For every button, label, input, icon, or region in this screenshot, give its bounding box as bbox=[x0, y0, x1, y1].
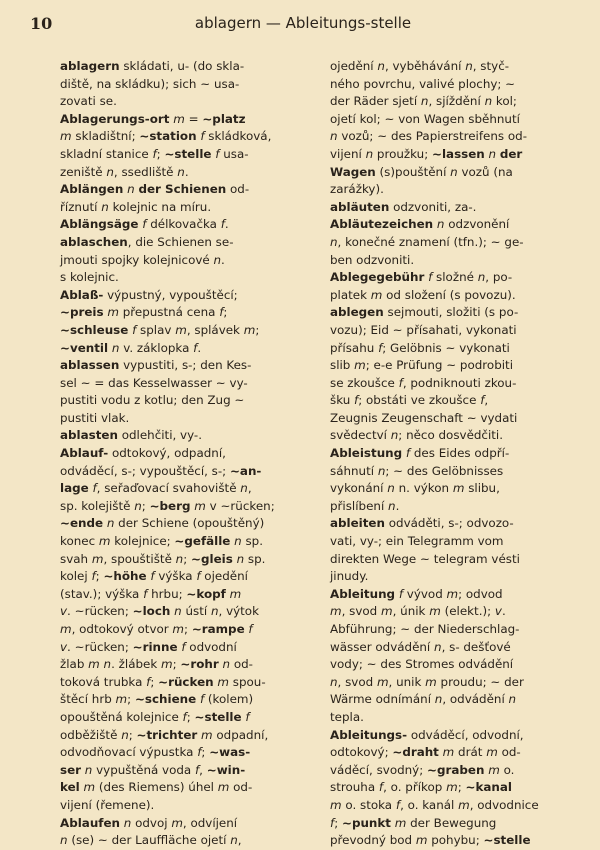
text-line: vijení (řemene). bbox=[60, 797, 155, 812]
text-line: ablasten odlehčiti, vy-. bbox=[60, 428, 202, 443]
text-line: slib m; e-e Prüfung ~ podrobiti bbox=[330, 358, 514, 373]
text-line: kolej f; ~höhe f výška f ojedění bbox=[60, 569, 248, 584]
text-line: m, odtokový otvor m; ~rampe f bbox=[60, 622, 253, 636]
text-line: vati, vy-; ein Telegramm vom bbox=[330, 534, 504, 549]
text-line: m o. stoka f, o. kanál m, odvodnice bbox=[330, 797, 539, 812]
text-line: ser n vypuštěná voda f, ~win- bbox=[60, 762, 246, 777]
text-line: n vozů; ~ des Papierstreifens od- bbox=[330, 129, 527, 144]
text-line: jinudy. bbox=[330, 569, 369, 584]
right-column bbox=[330, 58, 582, 848]
text-line: odběžiště n; ~trichter m odpadní, bbox=[60, 727, 269, 742]
text-line: Ablängsäge f délkovačka f. bbox=[60, 217, 229, 232]
text-line: ~ventil n v. záklopka f. bbox=[60, 340, 202, 355]
text-line: Abläutezeichen n odzvonění bbox=[330, 217, 510, 232]
text-line: ableiten odváděti, s-; odvozo- bbox=[330, 516, 514, 531]
page-header bbox=[30, 14, 576, 38]
text-line: wässer odvádění n, s- dešťové bbox=[330, 639, 511, 654]
text-line: ablassen vypustiti, s-; den Kes- bbox=[60, 358, 252, 373]
text-line: Abführung; ~ der Niederschlag- bbox=[330, 622, 520, 636]
text-line: přísahu f; Gelöbnis ~ vykonati bbox=[330, 340, 510, 355]
text-line: odtokový; ~draht m drát m od- bbox=[330, 745, 521, 760]
text-line: Wärme odnímání n, odvádění n bbox=[330, 692, 517, 707]
text-line: ben odzvoniti. bbox=[330, 252, 415, 267]
text-line: n, svod m, unik m proudu; ~ der bbox=[330, 674, 524, 689]
text-line: skladní stanice f; ~stelle f usa- bbox=[60, 146, 249, 161]
text-line: se zkoušce f, podniknouti zkou- bbox=[330, 375, 517, 390]
running-title: ablagern — Ableitungs-stelle bbox=[194, 14, 412, 32]
text-line: diště, na skládku); sich ~ usa- bbox=[60, 76, 240, 91]
text-line: tepla. bbox=[330, 709, 364, 724]
text-line: v. ~rücken; ~loch n ústí n, výtok bbox=[60, 604, 259, 619]
text-line: odvodňovací výpustka f; ~was- bbox=[60, 745, 251, 760]
text-line: ojetí kol; ~ von Wagen sběhnutí bbox=[330, 111, 520, 126]
text-line: abläuten odzvoniti, za-. bbox=[330, 199, 477, 214]
text-line: konec m kolejnice; ~gefälle n sp. bbox=[60, 534, 264, 549]
text-line: ~preis m přepustná cena f; bbox=[60, 305, 228, 320]
text-line: vody; ~ des Stromes odvádění bbox=[330, 657, 514, 672]
text-line: direkten Wege ~ telegram vésti bbox=[330, 551, 520, 566]
text-line: s kolejnic. bbox=[60, 270, 119, 285]
text-line: zovati se. bbox=[60, 94, 117, 109]
text-line: sel ~ = das Kesselwasser ~ vy- bbox=[60, 375, 248, 390]
text-line: lage f, seřaďovací svahoviště n, bbox=[60, 481, 252, 496]
text-line: Ablagerungs-ort m = ~platz bbox=[60, 111, 246, 126]
text-line: Zeugnis Zeugenschaft ~ vydati bbox=[330, 410, 518, 425]
text-line: sáhnutí n; ~ des Gelöbnisses bbox=[330, 463, 504, 478]
text-line: m skladištní; ~station f skládková, bbox=[60, 129, 272, 144]
text-line: m, svod m, únik m (elekt.); v. bbox=[330, 604, 506, 619]
text-line: f; ~punkt m der Bewegung bbox=[330, 815, 497, 830]
text-line: n (se) ~ der Lauffläche ojetí n, bbox=[60, 833, 242, 848]
text-line: jmouti spojky kolejnicové n. bbox=[60, 252, 225, 267]
text-line: kel m (des Riemens) úhel m od- bbox=[60, 780, 253, 795]
text-line: ~ende n der Schiene (opouštěný) bbox=[60, 516, 265, 531]
text-line: n, konečné znamení (tfn.); ~ ge- bbox=[330, 234, 524, 249]
text-line: Ableitung f vývod m; odvod bbox=[330, 586, 503, 601]
text-line: zarážky). bbox=[330, 182, 384, 197]
text-line: v. ~rücken; ~rinne f odvodní bbox=[60, 639, 237, 654]
text-line: svah m, spouštiště n; ~gleis n sp. bbox=[60, 551, 266, 566]
text-line: Wagen (s)pouštění n vozů (na bbox=[330, 164, 513, 179]
text-line: Ableitungs- odváděcí, odvodní, bbox=[330, 727, 524, 742]
text-line: říznutí n kolejnic na míru. bbox=[60, 199, 212, 214]
text-line: pustiti vlak. bbox=[60, 410, 130, 425]
text-line: der Räder sjetí n, sjíždění n kol; bbox=[330, 94, 517, 109]
text-line: ojedění n, vyběhávání n, styč- bbox=[330, 59, 510, 73]
text-line: ného povrchu, valivé plochy; ~ bbox=[330, 76, 516, 91]
text-line: štěcí hrb m; ~schiene f (kolem) bbox=[60, 692, 254, 707]
text-line: ablaschen, die Schienen se- bbox=[60, 234, 234, 249]
text-line: toková trubka f; ~rücken m spou- bbox=[60, 674, 266, 689]
text-line: zeniště n, ssedliště n. bbox=[60, 164, 189, 179]
text-line: Ablaß- výpustný, vypouštěcí; bbox=[60, 287, 238, 302]
text-line: (stav.); výška f hrbu; ~kopf m bbox=[60, 586, 242, 601]
text-line: pustiti vodu z kotlu; den Zug ~ bbox=[60, 393, 245, 408]
text-line: Ableistung f des Eides odpří- bbox=[330, 446, 510, 461]
text-line: Ablegegebühr f složné n, po- bbox=[330, 270, 513, 285]
text-line: sp. kolejiště n; ~berg m v ~rücken; bbox=[60, 498, 275, 513]
text-line: opouštěná kolejnice f; ~stelle f bbox=[60, 709, 250, 724]
left-column bbox=[60, 58, 314, 848]
text-line: odváděcí, s-; vypouštěcí, s-; ~an- bbox=[60, 463, 262, 478]
text-line: svědectví n; něco dosvědčiti. bbox=[330, 428, 504, 443]
text-line: váděcí, svodný; ~graben m o. bbox=[330, 762, 515, 777]
text-line: Ablauf- odtokový, odpadní, bbox=[60, 446, 226, 461]
text-line: žlab m n. žlábek m; ~rohr n od- bbox=[60, 657, 253, 672]
text-line: vykonání n n. výkon m slibu, bbox=[330, 481, 500, 496]
page-number: 10 bbox=[30, 14, 53, 33]
text-line: Ablaufen n odvoj m, odvíjení bbox=[60, 815, 238, 830]
text-line: šku f; obstáti ve zkoušce f, bbox=[330, 393, 489, 408]
text-line: vozu); Eid ~ přísahati, vykonati bbox=[330, 322, 517, 337]
text-line: ablegen sejmouti, složiti (s po- bbox=[330, 305, 519, 320]
text-line: platek m od složení (s povozu). bbox=[330, 287, 516, 302]
text-line: převodný bod m pohybu; ~stelle bbox=[330, 833, 531, 848]
text-line: ~schleuse f splav m, splávek m; bbox=[60, 322, 260, 337]
text-line: vijení n proužku; ~lassen n der bbox=[330, 146, 523, 161]
text-line: ablagern skládati, u- (do skla- bbox=[60, 59, 245, 73]
text-line: přislíbení n. bbox=[330, 498, 400, 513]
text-line: Ablängen n der Schienen od- bbox=[60, 182, 250, 197]
text-line: strouha f, o. příkop m; ~kanal bbox=[330, 780, 512, 795]
